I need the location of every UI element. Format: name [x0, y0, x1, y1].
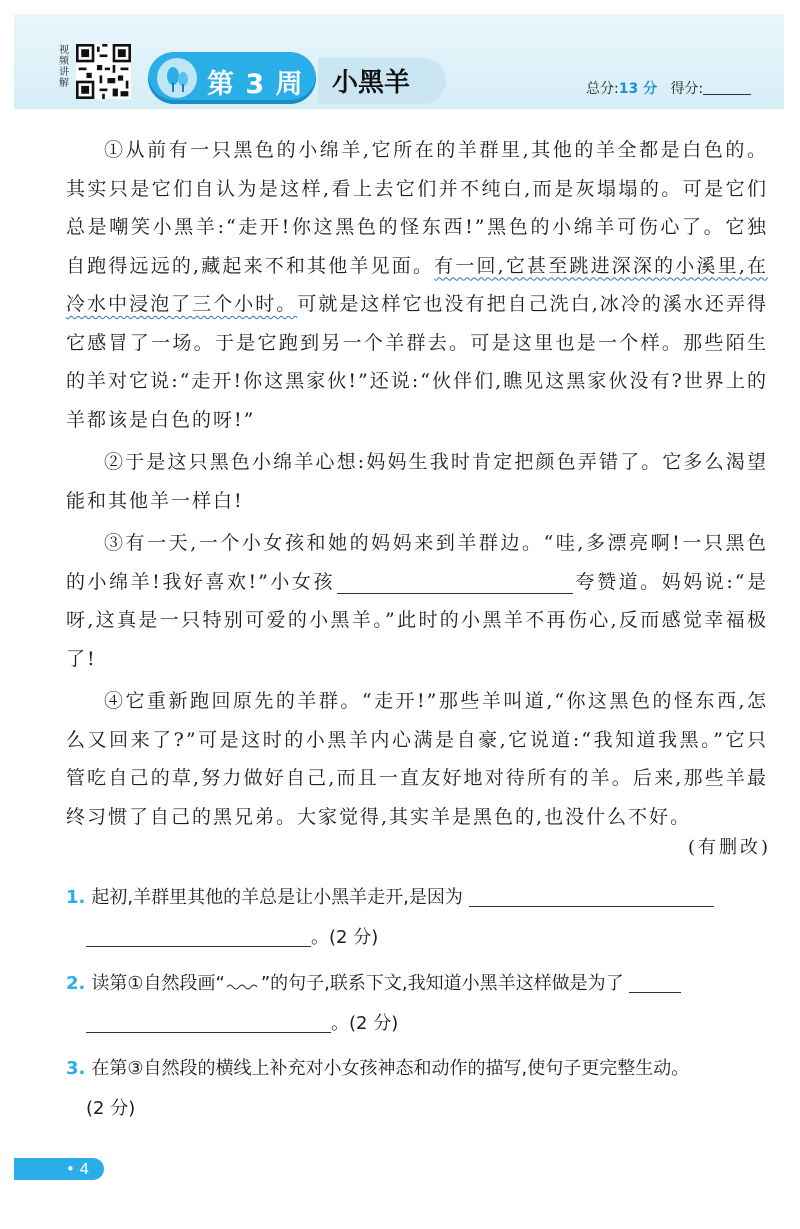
answer-blank[interactable]: [469, 886, 714, 907]
tree-icon: [157, 58, 197, 98]
answer-blank[interactable]: [86, 1012, 331, 1033]
question-number: 2.: [66, 973, 86, 994]
question-text-a: 读第①自然段画“: [91, 973, 225, 994]
question-2: [66, 964, 768, 1044]
question-points: 。(2 分): [311, 927, 379, 948]
question-3: [66, 1049, 768, 1129]
week-label: 第 3 周: [207, 69, 304, 100]
paragraph-2: ②于是这只黑色小绵羊心想:妈妈生我时肯定把颜色弄错了。它多么渴望能和其他羊一样白!: [66, 451, 768, 512]
question-text: 起初,羊群里其他的羊总是让小黑羊走开,是因为: [91, 887, 463, 908]
qr-label: 视频讲解: [59, 45, 69, 89]
answer-blank[interactable]: [86, 926, 311, 947]
question-points: (2 分): [86, 1098, 136, 1119]
paragraph-3-text-b: 夸赞道。妈妈说:“是呀,这真是一只特别可爱的小黑羊。”此时的小黑羊不再伤心,反而感觉幸福极了!: [66, 570, 768, 670]
answer-blank[interactable]: [629, 972, 681, 993]
total-label: 总分:: [586, 81, 619, 97]
question-points: 。(2 分): [331, 1013, 399, 1034]
question-1: [66, 878, 768, 958]
source-note: (有删改): [688, 837, 772, 858]
question-number: 1.: [66, 887, 86, 908]
wavy-line-icon: [225, 979, 261, 991]
paragraph-1-text-a: ①从前有一只黑色的小绵羊,它所在的羊群里,其他的羊全都是白色的。其实只是它们自认为是这样,看上去它们并不纯白,而是灰塌塌的。可是它们总是嘲笑小黑羊:“走开!你这黑色的怪东西!”黑色的小绵羊可伤心了。它独自跑得远远的,藏起来不和其他羊见面。: [66, 139, 768, 277]
score-blank[interactable]: [703, 94, 751, 95]
wavy-underlined-sentence: 有一回,它甚至跳进深深的小溪里,在冷水中浸泡了三个小时。: [66, 254, 768, 315]
paragraph-3-text-a: ③有一天,一个小女孩和她的妈妈来到羊群边。“哇,多漂亮啊!一只黑色的小绵羊!我好喜欢!”小女孩: [66, 532, 768, 593]
paragraph-4: ④它重新跑回原先的羊群。“走开!”那些羊叫道,“你这黑色的怪东西,怎么又回来了?”可是这时的小黑羊内心满是自豪,它说道:“我知道我黑。”它只管吃自己的草,努力做好自己,而且一直友好地对待所有的羊。后来,那些羊最终习惯了自己的黑兄弟。大家觉得,其实羊是黑色的,也没什么不好。: [66, 690, 768, 828]
question-number: 3.: [66, 1058, 86, 1079]
page-number-text: • 4: [66, 1160, 90, 1178]
paragraph-1-text-b: 可就是这样它也没有把自己洗白,冰冷的溪水还弄得它感冒了一场。于是它跑到另一个羊群去。可是这里也是一个样。那些陌生的羊对它说:“走开!你这黑家伙!”还说:“伙伴们,瞧见这黑家伙没有?世界上的羊都该是白色的呀!”: [66, 293, 768, 431]
score-label: 得分:: [670, 81, 704, 97]
question-text: 在第③自然段的横线上补充对小女孩神态和动作的描写,使句子更完整生动。: [91, 1058, 690, 1079]
page-title: 小黑羊: [332, 68, 411, 98]
page-number: [14, 1158, 104, 1180]
paragraph-1: [66, 131, 768, 439]
question-text-b: ”的句子,联系下文,我知道小黑羊这样做是为了: [260, 973, 624, 994]
paragraph-3-fill-blank[interactable]: [337, 571, 573, 594]
score-box: [586, 78, 751, 98]
paragraph-3: [66, 524, 768, 678]
reading-passage: [66, 131, 768, 840]
total-value: 13 分: [618, 81, 658, 97]
qr-code-icon[interactable]: [76, 44, 131, 99]
